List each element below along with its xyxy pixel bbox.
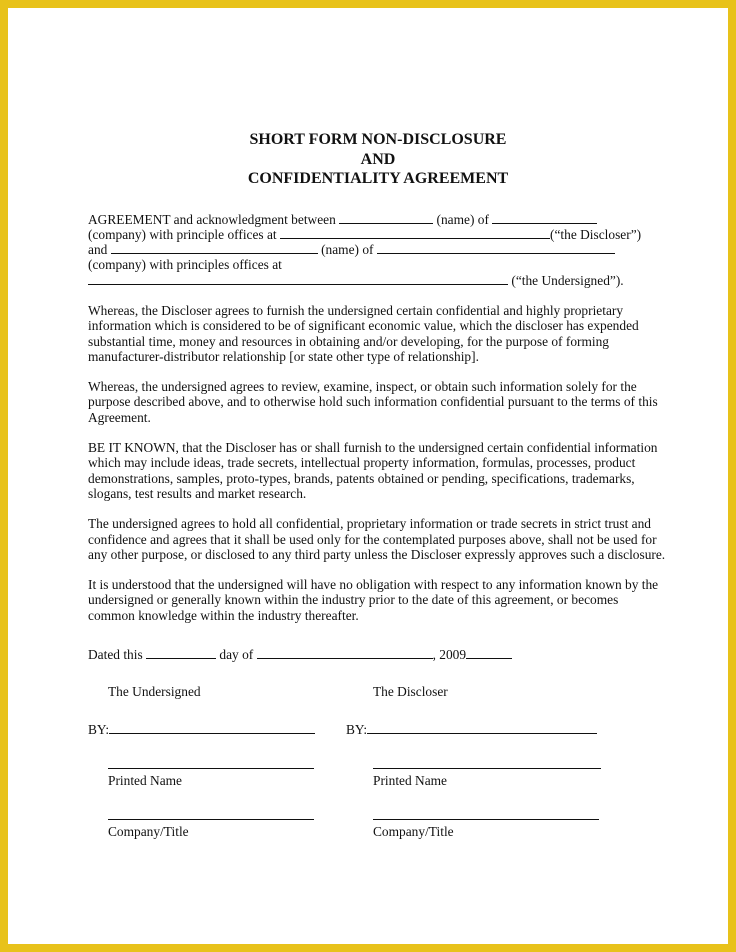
day-field[interactable] xyxy=(146,647,216,659)
intro-text: (company) with principles offices at xyxy=(88,257,282,273)
undersigned-signature-block xyxy=(88,684,323,839)
paragraph-confidentiality: The undersigned agrees to hold all confidential, proprietary information or trade secrets in strict trust and confidence and agrees that it shall be used only for the contemplated purposes above, shall not be used for any other purpose, or disclosed to any third party unless the Discloser expressly approves such a disclosure. xyxy=(88,516,666,562)
discloser-heading: The Discloser xyxy=(373,684,448,700)
dated-text: day of xyxy=(219,647,254,663)
signature-section xyxy=(88,684,668,874)
dated-text: , 2009 xyxy=(432,647,467,663)
printed-name-label: Printed Name xyxy=(108,772,183,788)
discloser-signature-field[interactable] xyxy=(367,722,597,734)
undersigned-printed-name-block xyxy=(108,757,323,788)
paragraph-exclusions: It is understood that the undersigned will have no obligation with respect to any information known by the undersigned or generally known within the industry prior to the date of this agreement, or becomes common knowledge within the industry thereafter. xyxy=(88,577,659,623)
intro-text: (“the Undersigned”). xyxy=(511,272,624,288)
discloser-signature-block xyxy=(346,684,606,839)
intro-block xyxy=(88,212,668,288)
discloser-printed-name-field[interactable] xyxy=(373,757,601,769)
title-line-2: AND xyxy=(360,150,396,168)
discloser-company-title-block xyxy=(373,808,606,839)
company-title-label: Company/Title xyxy=(373,824,454,840)
intro-text: (company) with principle offices at xyxy=(88,226,277,242)
document-page xyxy=(8,8,728,944)
paragraph-whereas-2: Whereas, the undersigned agrees to review, examine, inspect, or obtain such information solely for the purpose described above, and to otherwise hold such information confidential pursuant to the terms of this Agreement. xyxy=(88,379,658,425)
undersigned-company-title-field[interactable] xyxy=(108,808,314,820)
dated-line xyxy=(88,647,668,662)
title-line-3: CONFIDENTIALITY AGREEMENT xyxy=(247,170,509,187)
undersigned-by-row xyxy=(88,722,323,737)
intro-text: AGREEMENT and acknowledgment between xyxy=(88,211,336,227)
intro-text: (name) of xyxy=(436,211,489,227)
intro-text: and xyxy=(88,242,108,258)
discloser-name-field[interactable] xyxy=(339,212,433,224)
undersigned-signature-field[interactable] xyxy=(109,722,315,734)
undersigned-heading: The Undersigned xyxy=(108,684,201,700)
undersigned-address-field[interactable] xyxy=(88,273,508,285)
by-label: BY: xyxy=(346,721,368,737)
title-line-1: SHORT FORM NON-DISCLOSURE xyxy=(249,131,507,148)
undersigned-printed-name-field[interactable] xyxy=(108,757,314,769)
discloser-company-field[interactable] xyxy=(492,212,597,224)
discloser-printed-name-block xyxy=(373,757,606,788)
by-label: BY: xyxy=(88,721,110,737)
dated-text: Dated this xyxy=(88,647,143,663)
discloser-company-title-field[interactable] xyxy=(373,808,599,820)
undersigned-company-field[interactable] xyxy=(377,242,615,254)
undersigned-name-field[interactable] xyxy=(111,242,318,254)
undersigned-company-title-block xyxy=(108,808,323,839)
printed-name-label: Printed Name xyxy=(373,772,448,788)
discloser-address-field[interactable] xyxy=(280,227,550,239)
intro-text: (“the Discloser”) xyxy=(550,226,642,242)
company-title-label: Company/Title xyxy=(108,824,189,840)
document-title xyxy=(88,130,668,189)
discloser-by-row xyxy=(346,722,606,737)
month-field[interactable] xyxy=(257,647,433,659)
paragraph-be-it-known: BE IT KNOWN, that the Discloser has or shall furnish to the undersigned certain confidential information which may include ideas, trade secrets, intellectual property information, formulas, processes, product demonstrations, samples, proto-types, brands, patents obtained or pending, specifications, trademarks, slogans, test results and market research. xyxy=(88,440,658,501)
year-field[interactable] xyxy=(466,647,512,659)
paragraph-whereas-1: Whereas, the Discloser agrees to furnish the undersigned certain confidential and highly proprietary information which is considered to be of significant economic value, which the discloser has expended substantial time, money and resources in obtaining and/or developing, for the purpose of forming manufacturer-distributor relationship [or state other type of relationship]. xyxy=(88,302,639,364)
intro-text: (name) of xyxy=(321,242,374,258)
